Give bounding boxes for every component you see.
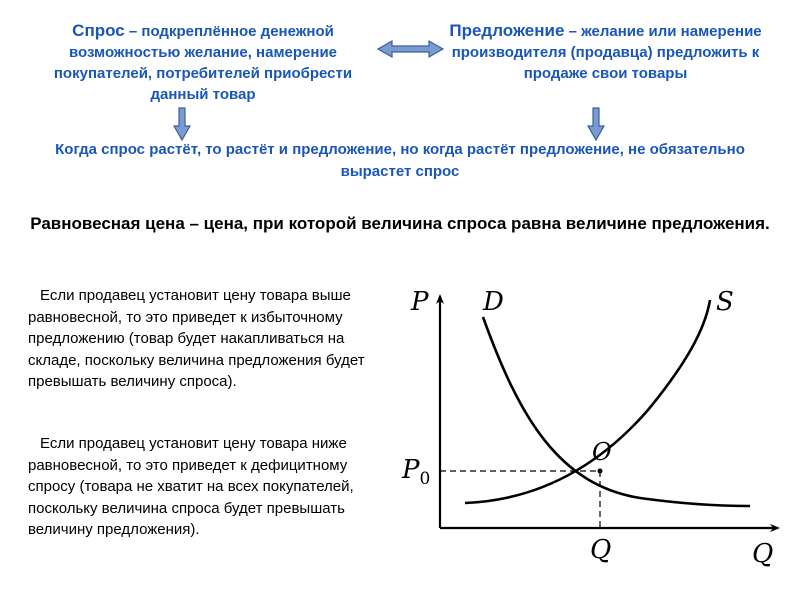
- equilibrium-definition: Равновесная цена – цена, при которой величина спроса равна величине предложения.: [30, 214, 770, 233]
- paragraph-price-above-text: Если продавец установит цену товара выше равновесной, то это приведет к избыточному предложению (товар будет накапливаться на складе, поскольку величина предложения будет превышать величину спроса).: [28, 287, 365, 390]
- price-label: [401, 455, 430, 489]
- equilibrium-label: O: [592, 438, 612, 466]
- supply-text: – желание или намерение производителя (продавца) предложить к продаже свои товары: [451, 23, 762, 82]
- supply-curve: [465, 300, 710, 503]
- price-label-subscript: 0: [419, 469, 431, 489]
- quantity-label: Q: [590, 535, 612, 565]
- paragraph-price-below-text: Если продавец установит цену товара ниже равновесной, то это приведет к дефицитному спросу (товара не хватит на всех покупателей, поскольку величина спроса будет превышать величину предложения).: [28, 435, 354, 538]
- demand-curve: [483, 317, 750, 506]
- supply-label: S: [716, 287, 734, 317]
- demand-term: Спрос: [72, 21, 125, 40]
- demand-text: – подкреплённое денежной возможностью желание, намерение покупателей, потребителей приобрести данный товар: [53, 23, 353, 103]
- demand-label: D: [483, 287, 504, 317]
- price-label-main: P: [402, 455, 420, 485]
- x-axis-label: Q: [752, 539, 774, 569]
- supply-term: Предложение: [449, 21, 565, 40]
- equilibrium-point: [598, 469, 603, 474]
- relation-statement: Когда спрос растёт, то растёт и предложение, но когда растёт предложение, не обязательно вырастет спрос: [55, 141, 745, 180]
- y-axis-label: P: [411, 287, 429, 317]
